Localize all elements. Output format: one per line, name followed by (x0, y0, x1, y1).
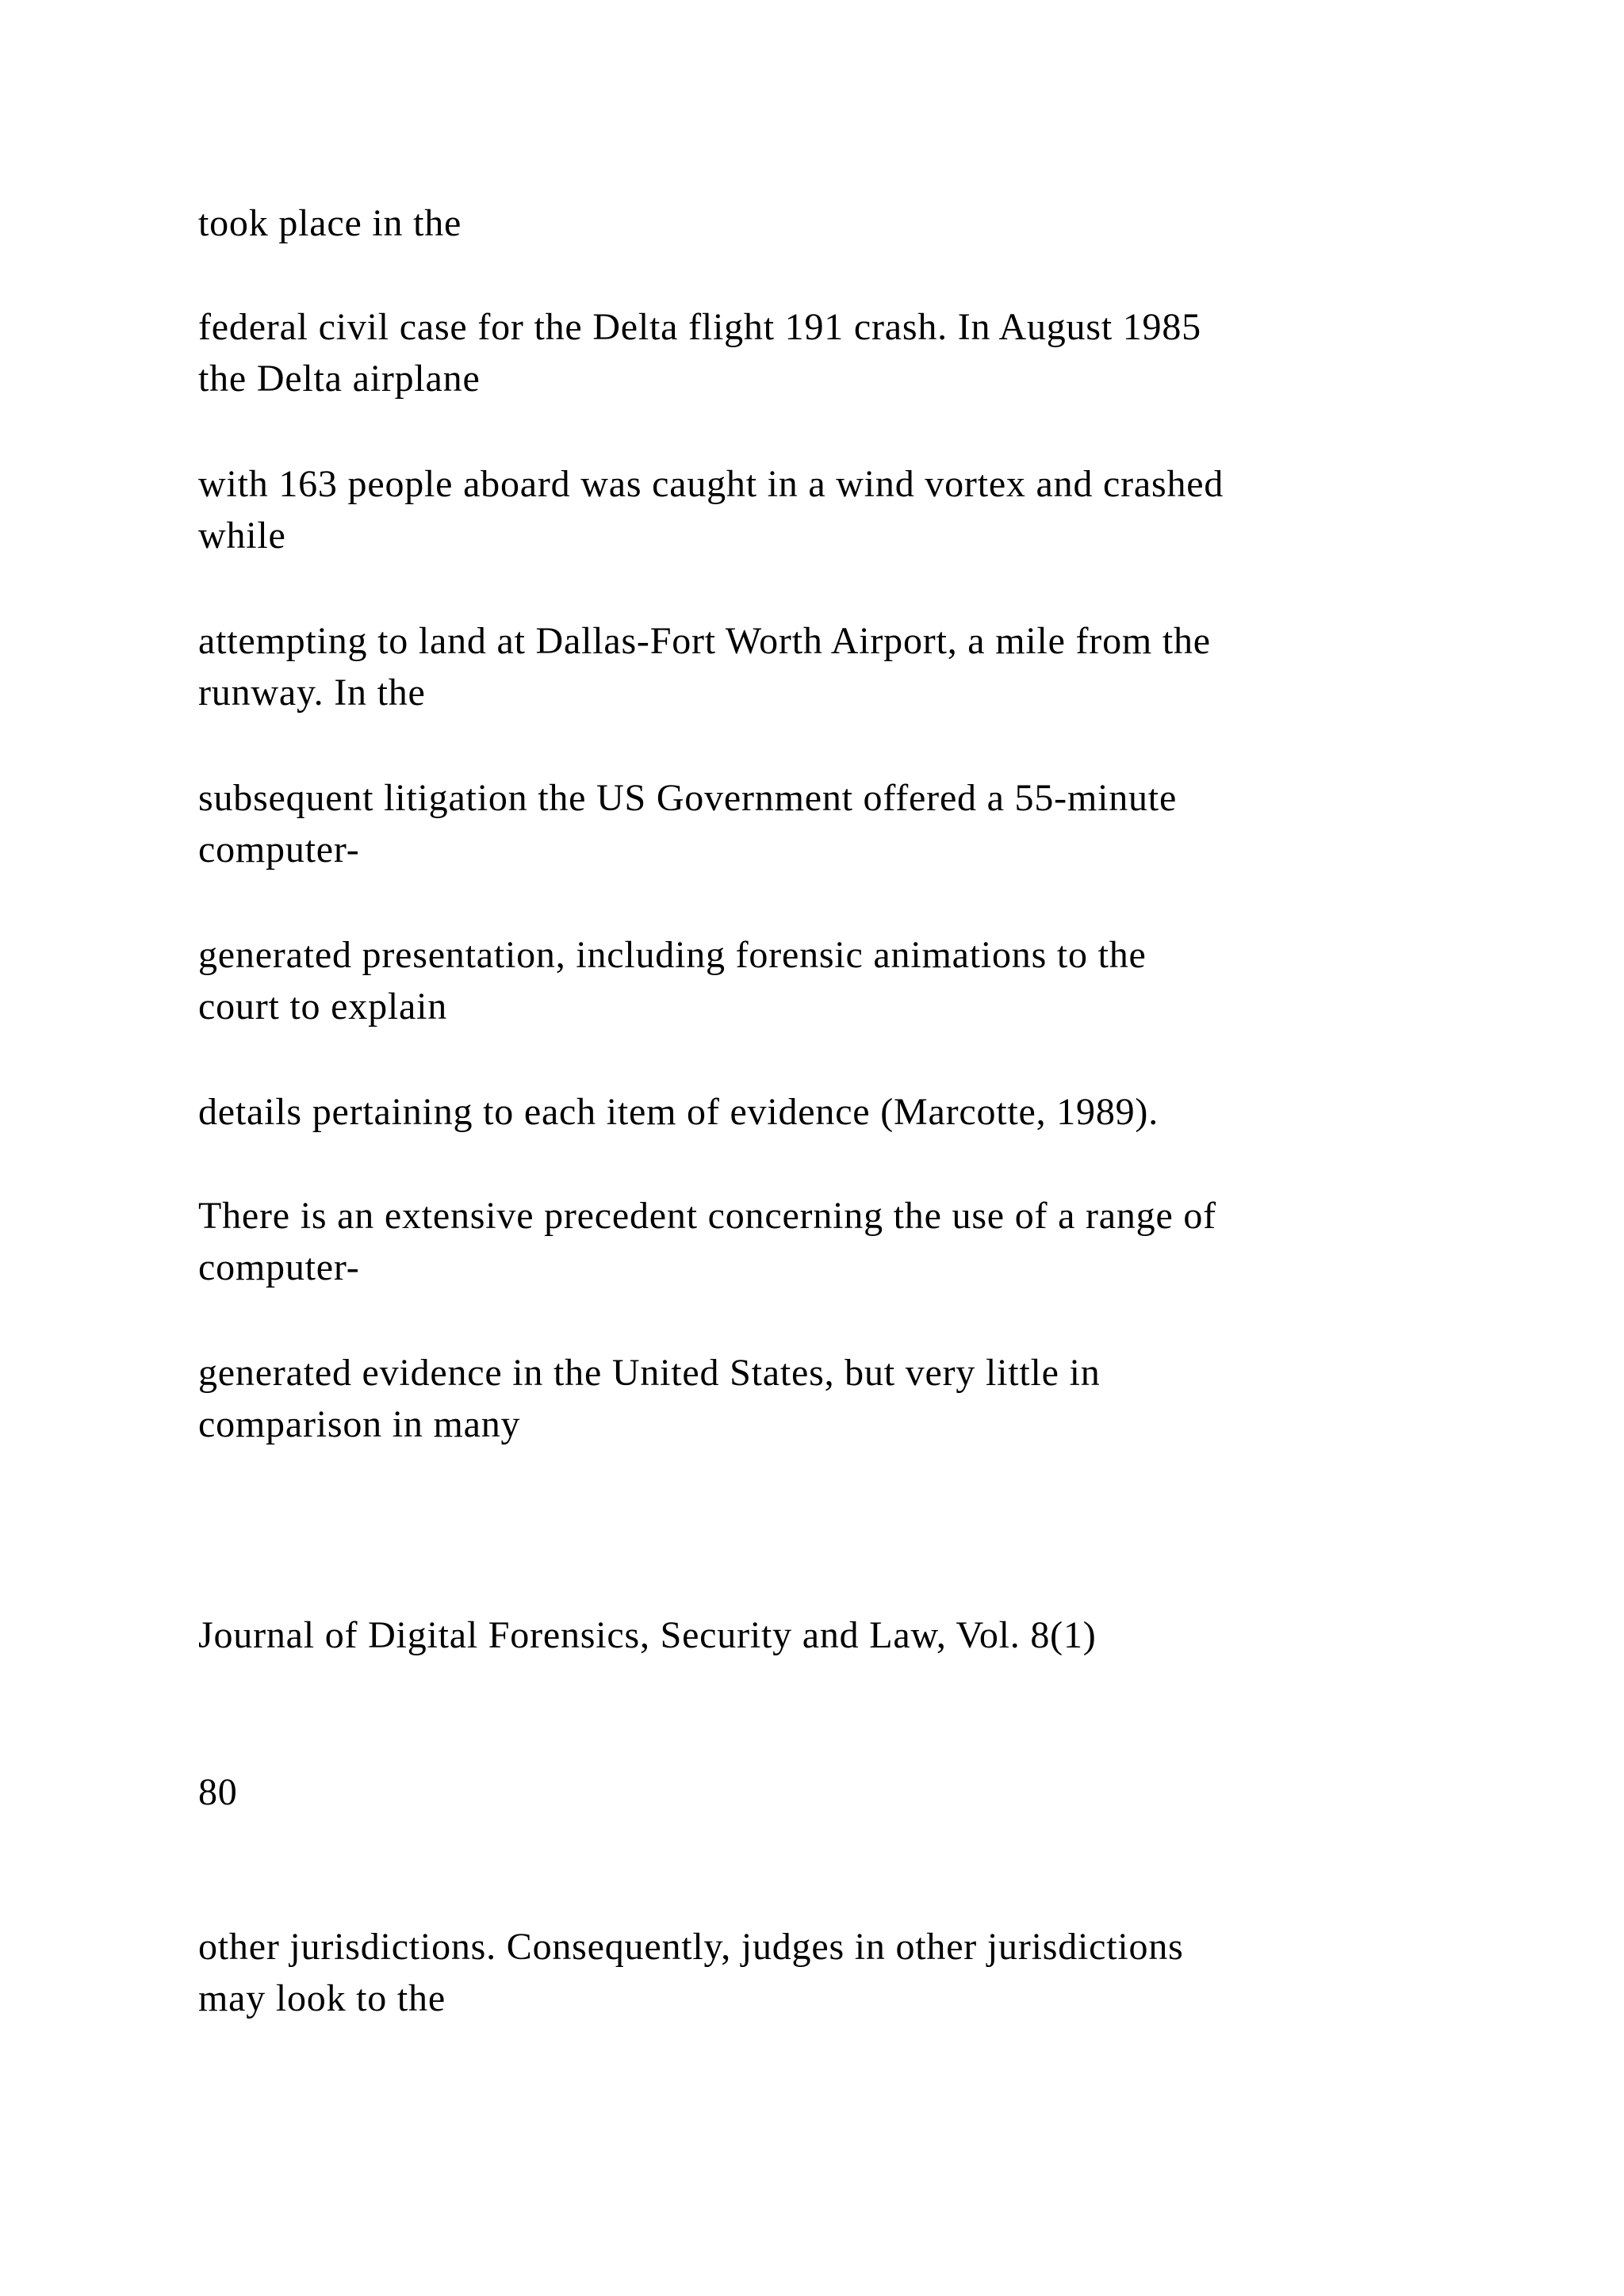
paragraph-7 (198, 1086, 1159, 1138)
paragraph-line: other jurisdictions. Consequently, judges in other jurisdictions (198, 1926, 1184, 1968)
paragraph-5 (198, 772, 1177, 875)
paragraph-line: generated presentation, including forensic animations to the (198, 934, 1147, 976)
paragraph-line: computer- (198, 828, 360, 871)
page-number: 80 (198, 1771, 238, 1813)
paragraph-6 (198, 929, 1147, 1032)
page-number-block (198, 1766, 238, 1818)
paragraph-line: generated evidence in the United States, but very little in (198, 1352, 1101, 1394)
paragraph-line: details pertaining to each item of evidence (Marcotte, 1989). (198, 1091, 1159, 1133)
paragraph-line: attempting to land at Dallas-Fort Worth Airport, a mile from the (198, 620, 1211, 662)
paragraph-line: the Delta airplane (198, 358, 481, 400)
paragraph-2 (198, 301, 1201, 404)
paragraph-line: federal civil case for the Delta flight 191 crash. In August 1985 (198, 306, 1201, 348)
paragraph-line: subsequent litigation the US Government offered a 55-minute (198, 777, 1178, 819)
paragraph-4 (198, 615, 1211, 718)
paragraph-line: comparison in many (198, 1403, 521, 1445)
paragraph-3 (198, 458, 1224, 561)
paragraph-line: There is an extensive precedent concerning the use of a range of (198, 1195, 1216, 1237)
paragraph-line: court to explain (198, 985, 448, 1027)
journal-citation: Journal of Digital Forensics, Security and Law, Vol. 8(1) (198, 1614, 1097, 1656)
paragraph-line: while (198, 515, 286, 557)
paragraph-1 (198, 197, 462, 249)
paragraph-8 (198, 1190, 1216, 1293)
paragraph-10 (198, 1921, 1184, 2024)
paragraph-line: took place in the (198, 202, 462, 244)
paragraph-line: may look to the (198, 1977, 446, 2019)
paragraph-9 (198, 1347, 1101, 1450)
paragraph-line: with 163 people aboard was caught in a wind vortex and crashed (198, 463, 1224, 505)
paragraph-line: computer- (198, 1246, 360, 1288)
journal-footer (198, 1609, 1097, 1661)
paragraph-line: runway. In the (198, 672, 426, 714)
